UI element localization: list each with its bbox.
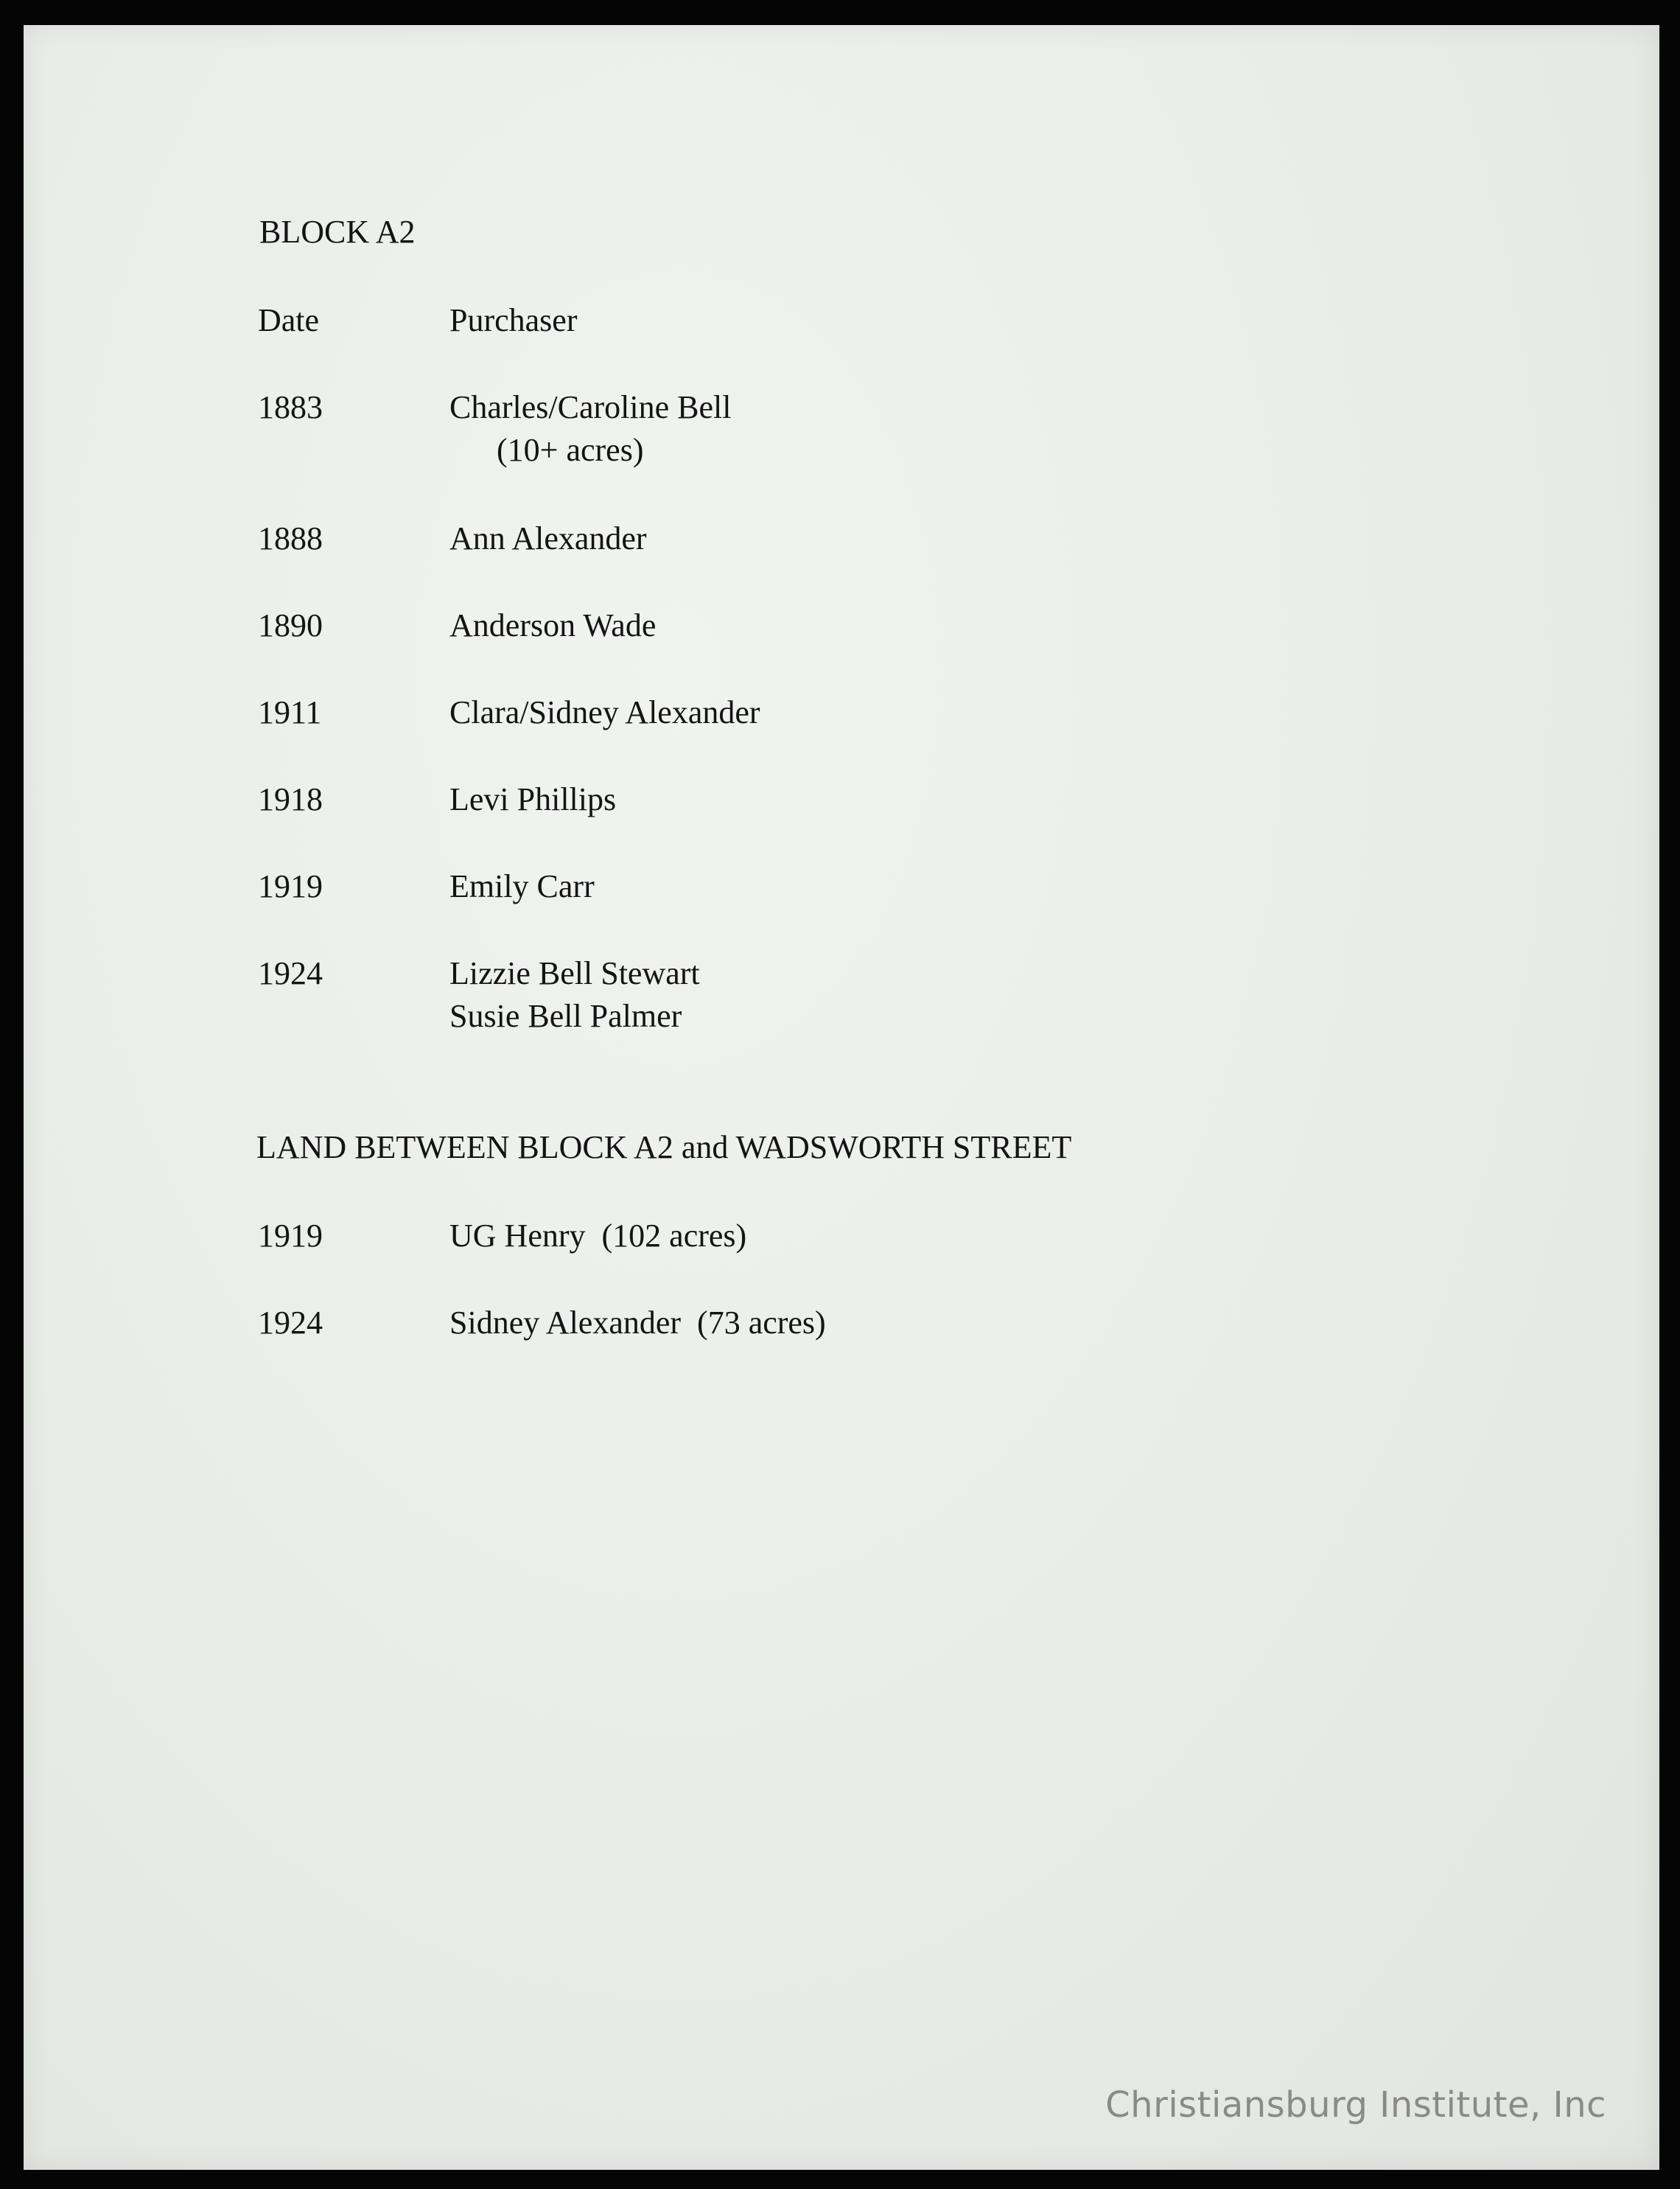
row-date: 1924 xyxy=(258,1305,323,1341)
row-purchaser: Emily Carr xyxy=(449,868,595,904)
row-date: 1918 xyxy=(258,781,323,817)
row-date: 1883 xyxy=(258,389,323,425)
row-date: 1911 xyxy=(258,694,322,730)
row-date: 1890 xyxy=(258,607,323,643)
document-body xyxy=(24,25,1659,2170)
purchaser-column-header: Purchaser xyxy=(449,302,578,338)
row-purchaser: Ann Alexander xyxy=(449,520,647,556)
document-page xyxy=(24,25,1659,2170)
row-date: 1924 xyxy=(258,955,323,991)
row-date: 1919 xyxy=(258,1218,323,1254)
date-column-header: Date xyxy=(258,302,320,338)
purchaser-line: Charles/Caroline Bell xyxy=(449,389,732,425)
row-date: 1888 xyxy=(258,520,323,556)
purchaser-line: Lizzie Bell Stewart xyxy=(449,955,700,991)
row-purchaser xyxy=(449,952,700,1038)
section-title: LAND BETWEEN BLOCK A2 and WADSWORTH STREET xyxy=(256,1129,1072,1165)
row-purchaser: Anderson Wade xyxy=(449,607,657,643)
row-purchaser: Clara/Sidney Alexander xyxy=(449,694,760,730)
row-purchaser xyxy=(449,386,731,472)
row-purchaser: Levi Phillips xyxy=(449,781,617,817)
watermark: Christiansburg Institute, Inc xyxy=(1105,2084,1606,2126)
purchaser-line: Susie Bell Palmer xyxy=(449,998,682,1034)
row-purchaser: Sidney Alexander (73 acres) xyxy=(449,1305,826,1341)
row-date: 1919 xyxy=(258,868,323,904)
acreage-note: (10+ acres) xyxy=(497,432,644,468)
row-purchaser: UG Henry (102 acres) xyxy=(449,1218,747,1254)
block-title: BLOCK A2 xyxy=(259,214,416,250)
